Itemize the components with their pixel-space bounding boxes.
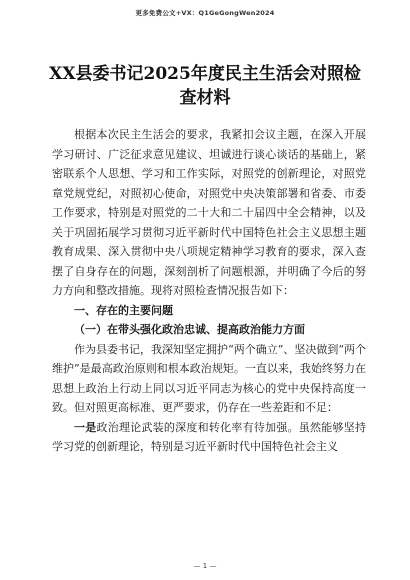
title-line-1: XX县委书记2025年度民主生活会对照检 bbox=[49, 64, 361, 84]
page-number: — 1 — bbox=[193, 562, 217, 570]
paragraph-lead: 一是 bbox=[74, 420, 97, 434]
header-note: 更多免费公文+VX：Q1GeGongWen2024 bbox=[135, 9, 275, 17]
subsection-heading: （一）在带头强化政治忠诚、提高政治能力方面 bbox=[74, 323, 305, 336]
intro-paragraph: 根据本次民主生活会的要求，我紧扣会议主题，在深入开展学习研讨、广泛征求意见建议、坦诚进行谈心谈话的基础上，紧密联系个人思想、学习和工作实际，对照党的创新理论，对照党章党规党纪，对照初心使命，对照党中央决策部署和省委、市委工作要求，特别是对照党的二十大和二十届四中全会精神，以及关于巩固拓展学习贯彻习近平新时代中国特色社会主义思想主题教育成果、深入贯彻中央八项规定精神学习教育的要求，深入查摆了自身存在的问题，深刻剖析了问题根源，并明确了今后的努力方向和整改措施。现将对照检查情况报告如下： bbox=[52, 128, 366, 297]
document-body bbox=[52, 125, 366, 457]
body-paragraph-1: 作为县委书记，我深知坚定拥护“两个确立”、坚决做到“两个维护”是最高政治原则和根本政治规矩。一直以来，我始终努力在思想上政治上行动上同以习近平同志为核心的党中央保持高度一致。但对照更高标准、更严要求，仍存在一些差距和不足： bbox=[52, 342, 366, 414]
body-paragraph-2 bbox=[52, 418, 366, 457]
document-title bbox=[40, 62, 370, 110]
section-heading: 一、存在的主要问题 bbox=[74, 303, 173, 317]
paragraph-text: 政治理论武装的深度和转化率有待加强。虽然能够坚持学习党的创新理论，特别是习近平新时代中国特色社会主义 bbox=[52, 420, 367, 453]
title-line-2: 查材料 bbox=[179, 88, 231, 108]
